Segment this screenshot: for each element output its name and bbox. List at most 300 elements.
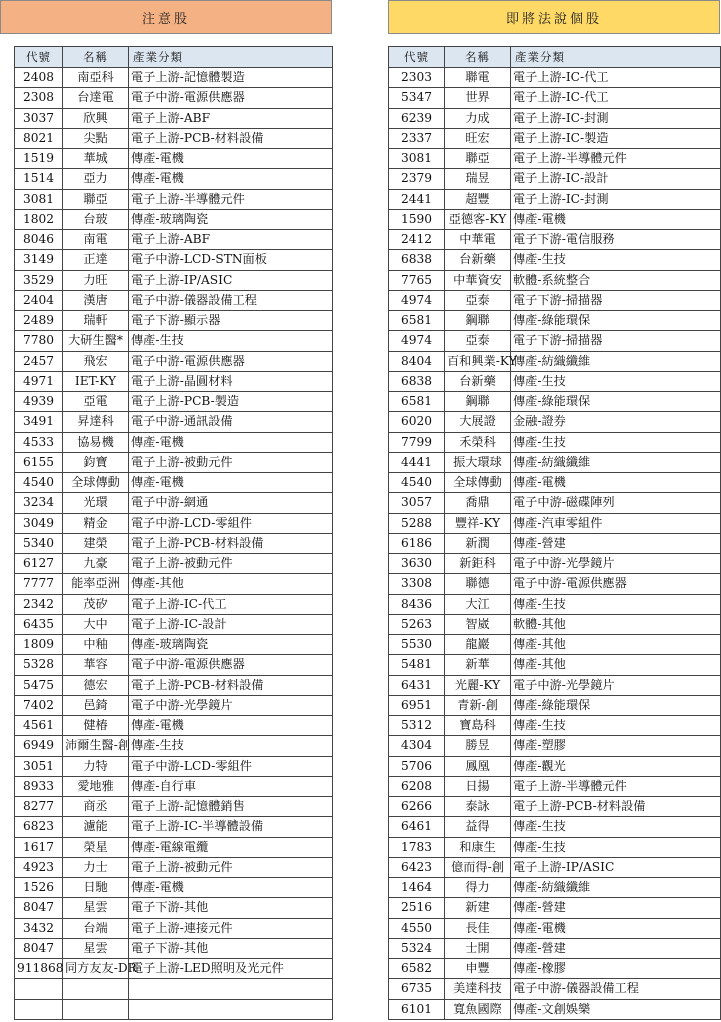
industry-category-cell: 電子下游-電信服務 (511, 230, 721, 250)
stock-name-cell: 力士 (63, 857, 129, 877)
stock-code-cell: 6155 (15, 452, 63, 472)
stock-code-cell: 8047 (15, 938, 63, 958)
stock-code-cell: 5324 (389, 938, 445, 958)
industry-category-cell: 傳產-自行車 (129, 776, 333, 796)
industry-category-cell: 電子上游-連接元件 (129, 918, 333, 938)
industry-category-cell: 電子上游-PCB-材料設備 (129, 533, 333, 553)
upcoming-briefing-rows (389, 68, 721, 1020)
industry-category-cell: 傳產-電機 (129, 473, 333, 493)
industry-category-cell: 傳產-其他 (129, 574, 333, 594)
industry-category-cell: 電子上游-記憶體銷售 (129, 797, 333, 817)
industry-category-cell: 傳產-塑膠 (511, 736, 721, 756)
column-header-code: 代號 (15, 47, 63, 68)
stock-code-cell: 1519 (15, 149, 63, 169)
industry-category-cell: 傳產-生技 (511, 716, 721, 736)
industry-category-cell: 電子中游-電源供應器 (129, 655, 333, 675)
table-row (15, 574, 333, 594)
stock-name-cell: 超豐 (445, 189, 511, 209)
stock-code-cell (15, 999, 63, 1019)
stock-name-cell: 大研生醫* (63, 331, 129, 351)
stock-name-cell: 中華電 (445, 230, 511, 250)
industry-category-cell: 傳產-綠能環保 (511, 695, 721, 715)
industry-category-cell: 傳產-綠能環保 (511, 311, 721, 331)
industry-category-cell: 軟體-系統整合 (511, 270, 721, 290)
industry-category-cell: 傳產-紡織纖維 (511, 351, 721, 371)
column-header-code: 代號 (389, 47, 445, 68)
stock-code-cell: 7777 (15, 574, 63, 594)
table-row (15, 513, 333, 533)
industry-category-cell: 電子上游-ABF (129, 230, 333, 250)
stock-name-cell: 商丞 (63, 797, 129, 817)
industry-category-cell: 電子中游-光學鏡片 (129, 695, 333, 715)
industry-category-cell: 傳產-營建 (511, 533, 721, 553)
table-row (15, 614, 333, 634)
table-header-row (15, 47, 333, 68)
table-row (15, 189, 333, 209)
attention-stocks-header (0, 0, 332, 34)
stock-code-cell: 6823 (15, 817, 63, 837)
industry-category-cell: 傳產-電機 (129, 432, 333, 452)
stock-name-cell: 台達電 (63, 88, 129, 108)
stock-code-cell: 4441 (389, 452, 445, 472)
industry-category-cell: 電子上游-IC-半導體設備 (129, 817, 333, 837)
industry-category-cell: 傳產-紡織纖維 (511, 878, 721, 898)
stock-name-cell: 沛爾生醫-創 (63, 736, 129, 756)
table-row (389, 88, 721, 108)
table-row (389, 351, 721, 371)
stock-code-cell: 6951 (389, 695, 445, 715)
stock-name-cell: 精金 (63, 513, 129, 533)
stock-code-cell: 2303 (389, 68, 445, 88)
attention-stocks-table (14, 46, 333, 1020)
industry-category-cell: 電子上游-半導體元件 (511, 776, 721, 796)
stock-name-cell: 智崴 (445, 614, 511, 634)
industry-category-cell: 電子中游-LCD-零組件 (129, 756, 333, 776)
stock-name-cell: 協易機 (63, 432, 129, 452)
industry-category-cell: 電子上游-IC-設計 (511, 169, 721, 189)
stock-code-cell: 6239 (389, 108, 445, 128)
table-row (15, 371, 333, 391)
table-row (389, 695, 721, 715)
industry-category-cell: 軟體-其他 (511, 614, 721, 634)
stock-code-cell: 5706 (389, 756, 445, 776)
industry-category-cell: 電子上游-半導體元件 (511, 149, 721, 169)
stock-code-cell: 3037 (15, 108, 63, 128)
stock-name-cell: 德宏 (63, 675, 129, 695)
stock-code-cell: 1464 (389, 878, 445, 898)
stock-code-cell: 6949 (15, 736, 63, 756)
table-row (389, 797, 721, 817)
table-row (15, 452, 333, 472)
stock-name-cell: 豐祥-KY (445, 513, 511, 533)
stock-name-cell: 新建 (445, 898, 511, 918)
stock-code-cell: 2441 (389, 189, 445, 209)
table-row (15, 817, 333, 837)
stock-code-cell: 2342 (15, 594, 63, 614)
stock-code-cell: 3057 (389, 493, 445, 513)
table-row (15, 979, 333, 999)
table-row (15, 392, 333, 412)
table-row (389, 999, 721, 1019)
industry-category-cell: 電子中游-電源供應器 (129, 88, 333, 108)
stock-code-cell: 7402 (15, 695, 63, 715)
stock-code-cell: 4550 (389, 918, 445, 938)
stock-code-cell: 2412 (389, 230, 445, 250)
industry-category-cell: 電子上游-記憶體製造 (129, 68, 333, 88)
industry-category-cell: 電子上游-IC-設計 (129, 614, 333, 634)
table-row (389, 857, 721, 877)
stock-name-cell: 瑞昱 (445, 169, 511, 189)
stock-name-cell: 鋼聯 (445, 311, 511, 331)
stock-code-cell: 5347 (389, 88, 445, 108)
industry-category-cell: 電子中游-光學鏡片 (511, 675, 721, 695)
stock-code-cell: 4939 (15, 392, 63, 412)
industry-category-cell: 電子上游-半導體元件 (129, 189, 333, 209)
stock-code-cell: 6461 (389, 817, 445, 837)
industry-category-cell: 電子下游-其他 (129, 898, 333, 918)
attention-stocks-rows (15, 68, 333, 1020)
table-row (389, 452, 721, 472)
table-row (389, 230, 721, 250)
table-row (15, 797, 333, 817)
stock-code-cell: 8021 (15, 128, 63, 148)
stock-code-cell: 8047 (15, 898, 63, 918)
table-row (389, 817, 721, 837)
table-row (389, 250, 721, 270)
table-row (15, 736, 333, 756)
stock-name-cell (63, 979, 129, 999)
stock-name-cell: 台端 (63, 918, 129, 938)
stock-name-cell: 禾榮科 (445, 432, 511, 452)
stock-code-cell: 3049 (15, 513, 63, 533)
stock-code-cell: 2457 (15, 351, 63, 371)
stock-code-cell: 6020 (389, 412, 445, 432)
stock-code-cell: 5340 (15, 533, 63, 553)
stock-name-cell: 昇達科 (63, 412, 129, 432)
stock-code-cell: 4540 (15, 473, 63, 493)
stock-name-cell: 寶島科 (445, 716, 511, 736)
industry-category-cell (129, 979, 333, 999)
table-row (389, 473, 721, 493)
stock-code-cell: 6431 (389, 675, 445, 695)
table-row (389, 432, 721, 452)
stock-name-cell: 大展證 (445, 412, 511, 432)
table-row (389, 979, 721, 999)
stock-name-cell: 台新藥 (445, 371, 511, 391)
stock-name-cell: 亞電 (63, 392, 129, 412)
stock-code-cell: 6435 (15, 614, 63, 634)
table-row (15, 250, 333, 270)
table-row (15, 959, 333, 979)
attention-stocks-title: 注意股 (141, 11, 190, 27)
stock-code-cell: 5312 (389, 716, 445, 736)
stock-name-cell: 中釉 (63, 635, 129, 655)
stock-name-cell: 力成 (445, 108, 511, 128)
industry-category-cell: 電子中游-電源供應器 (129, 351, 333, 371)
stock-code-cell: 3491 (15, 412, 63, 432)
table-row (389, 68, 721, 88)
table-row (15, 635, 333, 655)
stock-name-cell: 亞力 (63, 169, 129, 189)
table-row (15, 473, 333, 493)
table-row (15, 209, 333, 229)
stock-code-cell: 1802 (15, 209, 63, 229)
stock-code-cell: 2308 (15, 88, 63, 108)
column-header-category: 產業分類 (129, 47, 333, 68)
table-row (389, 594, 721, 614)
table-row (389, 878, 721, 898)
stock-name-cell: 聯電 (445, 68, 511, 88)
stock-name-cell: 聯亞 (63, 189, 129, 209)
stock-code-cell: 1526 (15, 878, 63, 898)
stock-code-cell: 6581 (389, 392, 445, 412)
table-row (15, 857, 333, 877)
industry-category-cell: 傳產-文創娛樂 (511, 999, 721, 1019)
stock-name-cell: 能率亞洲 (63, 574, 129, 594)
table-row (15, 68, 333, 88)
industry-category-cell: 傳產-營建 (511, 938, 721, 958)
industry-category-cell: 傳產-生技 (129, 331, 333, 351)
stock-code-cell: 5475 (15, 675, 63, 695)
stock-code-cell: 5263 (389, 614, 445, 634)
table-row (389, 513, 721, 533)
table-row (15, 351, 333, 371)
stock-code-cell: 1590 (389, 209, 445, 229)
stock-name-cell: 喬鼎 (445, 493, 511, 513)
table-row (15, 290, 333, 310)
stock-code-cell: 6266 (389, 797, 445, 817)
table-row (389, 938, 721, 958)
table-row (389, 837, 721, 857)
stock-code-cell: 8404 (389, 351, 445, 371)
industry-category-cell: 電子上游-IP/ASIC (511, 857, 721, 877)
stock-code-cell: 2404 (15, 290, 63, 310)
stock-name-cell: 中華資安 (445, 270, 511, 290)
stock-code-cell: 4971 (15, 371, 63, 391)
industry-category-cell: 金融-證券 (511, 412, 721, 432)
industry-category-cell: 電子中游-LCD-零組件 (129, 513, 333, 533)
industry-category-cell: 電子上游-PCB-材料設備 (511, 797, 721, 817)
table-row (389, 209, 721, 229)
industry-category-cell: 電子中游-磁碟陣列 (511, 493, 721, 513)
stock-name-cell: 寬魚國際 (445, 999, 511, 1019)
industry-category-cell: 傳產-電機 (129, 149, 333, 169)
industry-category-cell: 傳產-其他 (511, 635, 721, 655)
stock-code-cell: 3630 (389, 554, 445, 574)
table-row (389, 392, 721, 412)
stock-name-cell: 星雲 (63, 898, 129, 918)
stock-name-cell: 和康生 (445, 837, 511, 857)
table-row (389, 108, 721, 128)
stock-name-cell: 力旺 (63, 270, 129, 290)
industry-category-cell: 電子中游-光學鏡片 (511, 554, 721, 574)
stock-name-cell: 南亞科 (63, 68, 129, 88)
stock-code-cell: 6101 (389, 999, 445, 1019)
industry-category-cell: 電子上游-PCB-材料設備 (129, 128, 333, 148)
stock-name-cell: 長佳 (445, 918, 511, 938)
stock-code-cell: 4533 (15, 432, 63, 452)
stock-name-cell: 星雲 (63, 938, 129, 958)
stock-name-cell: 全球傳動 (63, 473, 129, 493)
stock-name-cell: 振大環球 (445, 452, 511, 472)
stock-name-cell: 光環 (63, 493, 129, 513)
stock-name-cell: 瑞軒 (63, 311, 129, 331)
industry-category-cell: 傳產-汽車零組件 (511, 513, 721, 533)
table-row (389, 554, 721, 574)
table-row (389, 736, 721, 756)
stock-code-cell: 6838 (389, 371, 445, 391)
industry-category-cell: 傳產-電機 (511, 209, 721, 229)
stock-name-cell: 力特 (63, 756, 129, 776)
table-row (15, 675, 333, 695)
stock-name-cell: 同方友友-DR (63, 959, 129, 979)
stock-name-cell: 全球傳動 (445, 473, 511, 493)
stock-name-cell: 聯德 (445, 574, 511, 594)
table-row (389, 959, 721, 979)
stock-name-cell: 日揚 (445, 776, 511, 796)
stock-code-cell: 7780 (15, 331, 63, 351)
industry-category-cell: 電子上游-IP/ASIC (129, 270, 333, 290)
industry-category-cell: 電子上游-IC-封測 (511, 108, 721, 128)
industry-category-cell: 傳產-橡膠 (511, 959, 721, 979)
table-row (15, 655, 333, 675)
table-row (389, 371, 721, 391)
stock-name-cell: 新鉅科 (445, 554, 511, 574)
stock-name-cell: 飛宏 (63, 351, 129, 371)
stock-name-cell: 正達 (63, 250, 129, 270)
stock-code-cell: 4561 (15, 716, 63, 736)
stock-name-cell: 日馳 (63, 878, 129, 898)
stock-code-cell: 5288 (389, 513, 445, 533)
stock-name-cell: 益得 (445, 817, 511, 837)
upcoming-briefing-title: 即將法說個股 (505, 11, 602, 27)
industry-category-cell: 電子上游-PCB-製造 (129, 392, 333, 412)
industry-category-cell: 電子下游-掃描器 (511, 290, 721, 310)
stock-name-cell: 榮星 (63, 837, 129, 857)
industry-category-cell: 傳產-觀光 (511, 756, 721, 776)
stock-code-cell: 4974 (389, 331, 445, 351)
industry-category-cell: 傳產-生技 (511, 594, 721, 614)
stock-name-cell: 台新藥 (445, 250, 511, 270)
stock-name-cell: 健椿 (63, 716, 129, 736)
stock-code-cell: 2489 (15, 311, 63, 331)
table-row (15, 938, 333, 958)
stock-name-cell: 億而得-創 (445, 857, 511, 877)
stock-code-cell: 6581 (389, 311, 445, 331)
table-row (389, 776, 721, 796)
table-row (15, 230, 333, 250)
stock-name-cell: 濾能 (63, 817, 129, 837)
table-row (389, 189, 721, 209)
stock-name-cell: 得力 (445, 878, 511, 898)
table-row (389, 655, 721, 675)
stock-code-cell: 2379 (389, 169, 445, 189)
stock-name-cell: 邑錡 (63, 695, 129, 715)
stock-name-cell: 大中 (63, 614, 129, 634)
stock-name-cell: 鋼聯 (445, 392, 511, 412)
table-row (389, 716, 721, 736)
industry-category-cell: 電子中游-儀器設備工程 (511, 979, 721, 999)
industry-category-cell: 電子上游-IC-代工 (511, 88, 721, 108)
stock-code-cell: 3081 (15, 189, 63, 209)
stock-name-cell: 百和興業-KY (445, 351, 511, 371)
industry-category-cell: 電子下游-其他 (129, 938, 333, 958)
stock-name-cell: IET-KY (63, 371, 129, 391)
table-row (15, 533, 333, 553)
stock-code-cell: 6838 (389, 250, 445, 270)
stock-name-cell: 旺宏 (445, 128, 511, 148)
stock-code-cell (15, 979, 63, 999)
stock-name-cell: 泰詠 (445, 797, 511, 817)
table-row (15, 108, 333, 128)
industry-category-cell: 電子中游-LCD-STN面板 (129, 250, 333, 270)
table-row (389, 898, 721, 918)
industry-category-cell: 傳產-電機 (129, 878, 333, 898)
stock-code-cell: 1514 (15, 169, 63, 189)
industry-category-cell: 傳產-紡織纖維 (511, 452, 721, 472)
table-row (15, 776, 333, 796)
industry-category-cell: 傳產-電機 (129, 169, 333, 189)
stock-code-cell: 5530 (389, 635, 445, 655)
industry-category-cell: 傳產-玻璃陶瓷 (129, 209, 333, 229)
stock-code-cell: 5481 (389, 655, 445, 675)
stock-code-cell: 6208 (389, 776, 445, 796)
table-row (389, 493, 721, 513)
stock-code-cell: 3149 (15, 250, 63, 270)
industry-category-cell: 電子上游-IC-代工 (129, 594, 333, 614)
table-row (15, 716, 333, 736)
industry-category-cell: 傳產-生技 (511, 371, 721, 391)
stock-code-cell: 6423 (389, 857, 445, 877)
industry-category-cell: 傳產-營建 (511, 898, 721, 918)
stock-name-cell: 新華 (445, 655, 511, 675)
stock-name-cell: 亞泰 (445, 331, 511, 351)
table-row (15, 837, 333, 857)
industry-category-cell: 傳產-生技 (511, 432, 721, 452)
industry-category-cell: 傳產-生技 (511, 817, 721, 837)
industry-category-cell: 電子下游-顯示器 (129, 311, 333, 331)
industry-category-cell: 電子上游-晶圓材料 (129, 371, 333, 391)
stock-code-cell: 6582 (389, 959, 445, 979)
table-header-row (389, 47, 721, 68)
industry-category-cell: 電子上游-IC-製造 (511, 128, 721, 148)
industry-category-cell: 電子上游-ABF (129, 108, 333, 128)
industry-category-cell: 傳產-玻璃陶瓷 (129, 635, 333, 655)
industry-category-cell: 電子上游-被動元件 (129, 857, 333, 877)
stock-name-cell: 勝昱 (445, 736, 511, 756)
stock-name-cell: 台玻 (63, 209, 129, 229)
stock-name-cell: 龍巖 (445, 635, 511, 655)
table-row (15, 756, 333, 776)
industry-category-cell: 傳產-電機 (511, 473, 721, 493)
table-row (389, 675, 721, 695)
stock-code-cell: 3234 (15, 493, 63, 513)
stock-name-cell: 聯亞 (445, 149, 511, 169)
stock-code-cell: 8277 (15, 797, 63, 817)
table-row (15, 695, 333, 715)
stock-code-cell: 8933 (15, 776, 63, 796)
industry-category-cell: 電子中游-通訊設備 (129, 412, 333, 432)
table-row (15, 432, 333, 452)
stock-name-cell: 鳳凰 (445, 756, 511, 776)
stock-name-cell (63, 999, 129, 1019)
stock-code-cell: 5328 (15, 655, 63, 675)
industry-category-cell: 電子上游-被動元件 (129, 452, 333, 472)
column-header-category: 產業分類 (511, 47, 721, 68)
stock-name-cell: 亞泰 (445, 290, 511, 310)
table-row (15, 999, 333, 1019)
industry-category-cell: 傳產-綠能環保 (511, 392, 721, 412)
